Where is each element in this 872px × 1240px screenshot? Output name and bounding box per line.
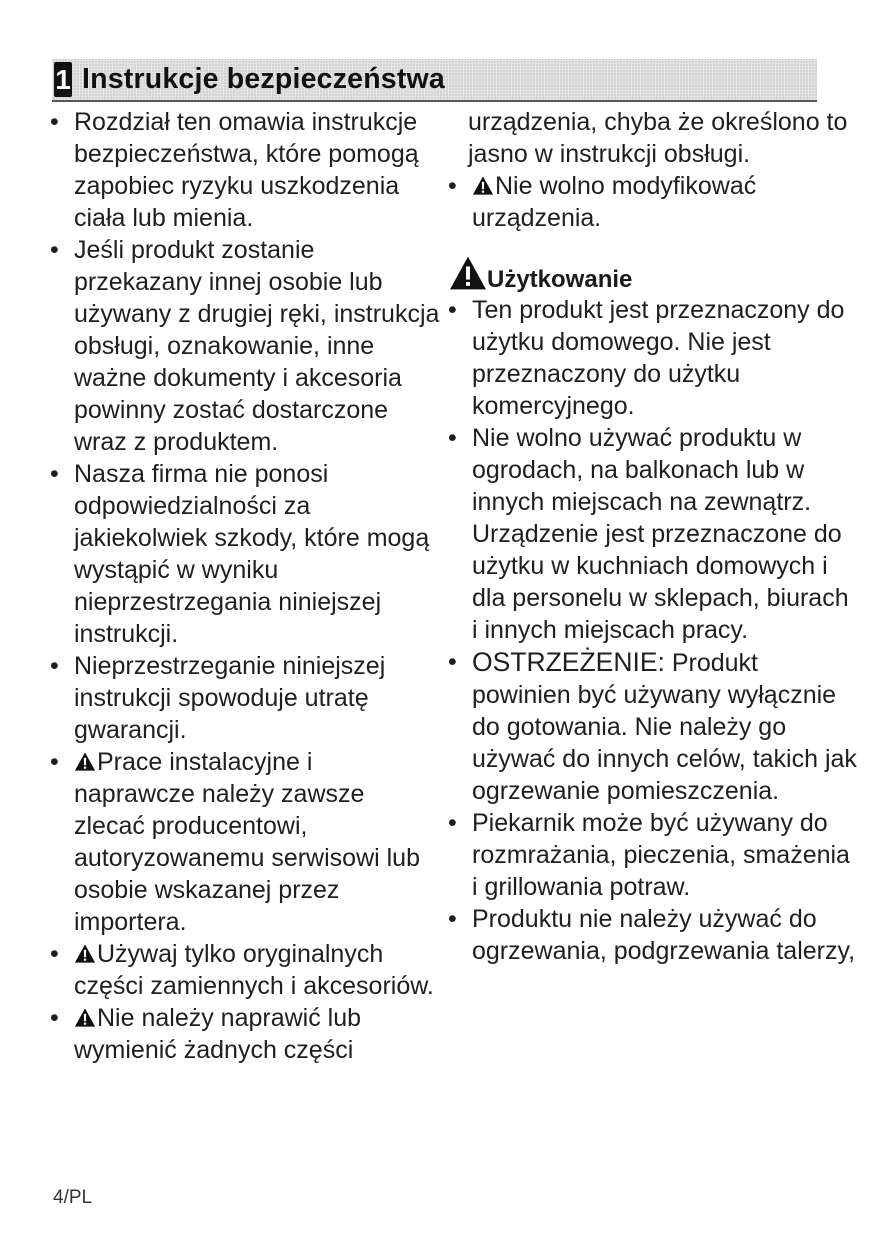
continued-text: urządzenia, chyba że określono to jasno w instrukcji obsługi. xyxy=(468,108,848,168)
list-item: • Nie wolno używać produktu w ogrodach, na balkonach lub w innych miejscach na zewnątrz. Urządzenie jest przeznaczone do użytku w kuchniach domowych i dla personelu w sklepach, biurach i innych miejscach pracy. xyxy=(448,422,858,646)
left-column xyxy=(50,106,440,1066)
warning-triangle-icon xyxy=(472,175,494,196)
list-item: • Nie wolno modyfikować urządzenia. xyxy=(448,170,858,234)
page-number: 4/PL xyxy=(53,1187,93,1208)
list-item: • Rozdział ten omawia instrukcje bezpieczeństwa, które pomogą zapobiec ryzyku uszkodzenia ciała lub mienia. xyxy=(50,106,440,234)
warning-text: Produkt powinien być używany wyłącznie do gotowania. Nie należy go używać do innych celów, takich jak ogrzewanie pomieszczenia. xyxy=(472,649,857,805)
list-item: • Używaj tylko oryginalnych części zamiennych i akcesoriów. xyxy=(50,938,440,1002)
list-item: • Nasza firma nie ponosi odpowiedzialności za jakiekolwiek szkody, które mogą wystąpić w wyniku nieprzestrzegania niniejszej instrukcji. xyxy=(50,458,440,650)
usage-heading: Użytkowanie xyxy=(448,255,858,296)
list-item: • Nieprzestrzeganie niniejszej instrukcji spowoduje utratę gwarancji. xyxy=(50,650,440,746)
warning-label: OSTRZEŻENIE: xyxy=(472,647,665,677)
list-item: • Ten produkt jest przeznaczony do użytku domowego. Nie jest przeznaczony do użytku komercyjnego. xyxy=(448,294,858,422)
list-item: • Piekarnik może być używany do rozmrażania, pieczenia, smażenia i grillowania potraw. xyxy=(448,807,858,903)
list-item: • Produktu nie należy używać do ogrzewania, podgrzewania talerzy, xyxy=(448,903,858,967)
chapter-number: 1 xyxy=(55,64,71,95)
list-item: • Nie należy naprawić lub wymienić żadnych części xyxy=(50,1002,440,1066)
list-item xyxy=(448,646,858,807)
section-header xyxy=(52,59,817,102)
warning-triangle-icon xyxy=(448,255,488,291)
page-title: Instrukcje bezpieczeństwa xyxy=(82,63,445,95)
right-column xyxy=(448,106,858,967)
warning-triangle-icon xyxy=(74,751,96,772)
list-item: • Jeśli produkt zostanie przekazany innej osobie lub używany z drugiej ręki, instrukcja obsługi, oznakowanie, inne ważne dokumenty i akcesoria powinny zostać dostarczone wraz z produktem. xyxy=(50,234,440,458)
warning-triangle-icon xyxy=(74,1007,96,1028)
warning-triangle-icon xyxy=(74,943,96,964)
list-item: • Prace instalacyjne i naprawcze należy zawsze zlecać producentowi, autoryzowanemu serwisowi lub osobie wskazanej przez importera. xyxy=(50,746,440,938)
